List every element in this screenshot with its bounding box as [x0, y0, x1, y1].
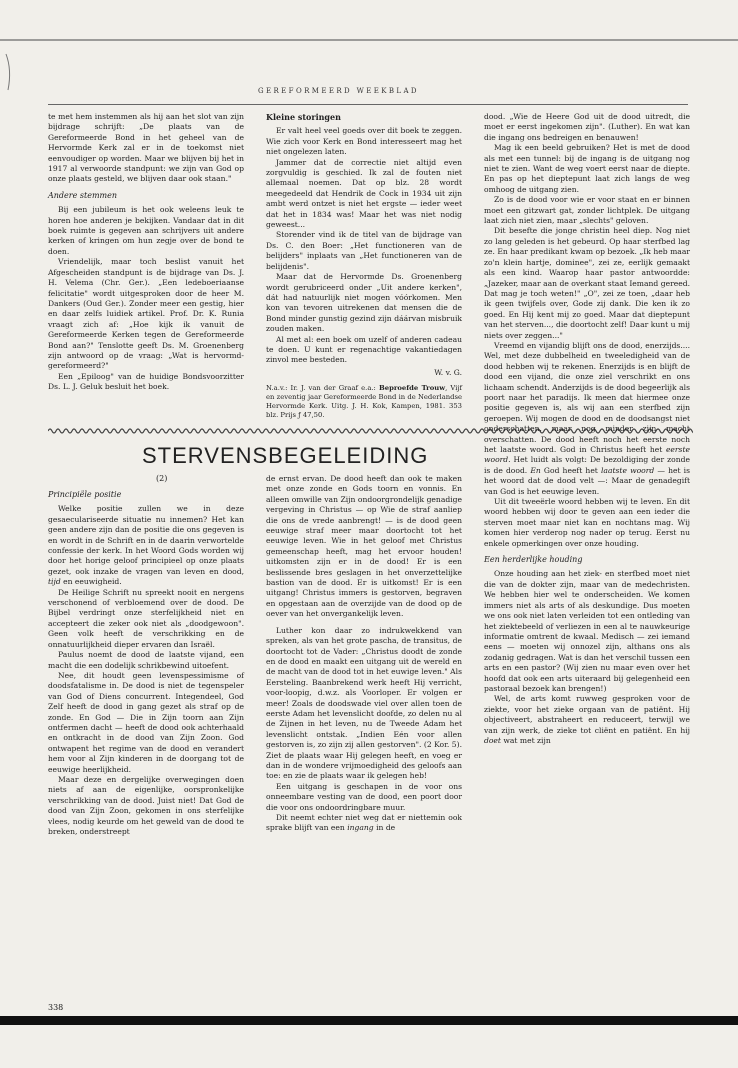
emphasis: tijd — [48, 577, 61, 587]
text: — het is het woord dat de dood velt —: Maar de genadegift van God is het eeuwige leven. — [484, 465, 690, 496]
emphasis: En — [530, 465, 541, 475]
paragraph: Paulus noemt de dood de laatste vijand, een macht die een dodelijk schrikbewind uitoefent. — [48, 650, 244, 670]
text: in de — [373, 823, 396, 833]
subheading-principiele-positie: Principiële positie — [48, 490, 122, 499]
paragraph: Storender vind ik de titel van de bijdrage van Ds. C. den Boer: „Het functioneren van de belijders" inplaats van „Het functioneren van de belijdenis". — [266, 230, 462, 271]
page-number: 338 — [48, 1003, 64, 1012]
column-3 — [484, 112, 690, 746]
emphasis: doet — [484, 735, 501, 745]
paragraph: Zo is de dood voor wie er voor staat en er binnen moet een gitzwart gat, zonder lichtplek. De uitgang laat zich niet zien, maar „slechts" geloven. — [484, 195, 690, 226]
paragraph: Onze houding aan het ziek- en sterfbed moet niet die van de dokter zijn, maar van de medechristen. We hebben hier wel te onderscheiden. We komen immers niet als arts of als deskundige. Dus moeten we ons ook niet laten verleiden tot een ontleding van het ziektebeeld of verliezen in een al te nauwkeurige informatie omtrent de kwaal. Medisch — zei iemand eens — moeten wij onnozel zijn, althans ons als zodanig gedragen. Wat is dan het verschil tussen een arts en een pastor? (Wij zien nu maar even over het hoofd dat ook een arts uiteraard bij gelegenheid een pastoraal bezoek kan brengen!) — [484, 569, 690, 693]
paragraph — [48, 504, 244, 587]
paragraph: De Heilige Schrift nu spreekt nooit en nergens verschonend of verbloemend over de dood. De Bijbel verdringt onze sterfelijkheid niet en accepteert die zeker ook niet als „doodgewoon". Geen volk heeft de verschrikking en de onnatuurlijkheid dieper ervaren dan Israël. — [48, 587, 244, 649]
text: Dit neemt echter niet weg dat er niettemin ook sprake blijft van een — [266, 813, 462, 833]
paragraph: Dit besefte die jonge christin heel diep. Nog niet zo lang geleden is het gebeurd. Op haar sterfbed lag ze. En haar predikant kwam op bezoek. „Ik heb maar zo'n klein hartje, dominee", zei ze, eerlijk gemaakt als een kind. Waarop haar pastor antwoordde: „Jazeker, maar aan de overkant staat Iemand gereed. Dat mag je toch weten!" „O", zei ze toen, „daar heb ik geen twijfels over, Gode zij dank. Die ken ik zo goed. En Hij kent mij zo goed. Maar dat dieptepunt van het sterven..., die doortocht zelf! Daar kunt u mij niets over zeggen..." — [484, 226, 690, 340]
paragraph: Nee, dit houdt geen levenspessimisme of doodsfatalisme in. De dood is niet de tegenspeler van God of Diens concurrent. Integendeel, God Zelf heeft de dood in gang gezet als straf op de zonde. En God — Die in Zijn toorn aan Zijn ontfermen dacht — heeft de dood ook achterhaald en ontkracht in de dood van Zijn Zoon. God ontwapent het regime van de dood en verandert hem voor al Zijn kinderen in de doorgang tot de eeuwige heerlijkheid. — [48, 670, 244, 774]
paragraph: Maar deze en dergelijke overwegingen doen niets af aan de eigenlijke, oorspronkelijke verschrikking van de dood. Juist niet! Dat God de dood van Zijn Zoon, gekomen in ons sterfelijke vlees, nodig keurde om het geweld van de dood te breken, onderstreept — [48, 774, 244, 836]
signature: W. v. G. — [434, 367, 462, 377]
emphasis: laatste woord — [601, 465, 655, 475]
emphasis: eerste woord — [484, 445, 690, 465]
note-text: N.a.v.: Ir. J. van der Graaf e.a.: — [266, 384, 379, 393]
article-column-2 — [266, 474, 462, 834]
text: en eeuwigheid. — [60, 577, 122, 587]
paragraph: Uit dit tweeërle woord hebben wij te leven. En dit woord hebben wij door te geven aan een ieder die sterven moet maar niet kan en nochtans mag. Wij komen hier verderop nog nader op terug. Eerst nu enkele opmerkingen over onze houding. — [484, 497, 690, 548]
paragraph: Bij een jubileum is het ook weleens leuk te horen hoe anderen je bekijken. Vandaar dat in dit boek ruimte is gegeven aan schrijvers uit andere kerken of kringen om hun zegje over de bond te doen. — [48, 205, 244, 256]
note-text: , Vijf en zeventig jaar Gereformeerde Bond in de Nederlandse Hervormde Kerk. Uitg. J. H. Kok, Kampen, 1981. 353 blz. Prijs ƒ 47,50. — [266, 384, 462, 419]
text: . Het luidt als volgt: De bezoldiging der zonde is de dood. — [484, 455, 690, 475]
column-2 — [266, 112, 462, 419]
scan-top-rule — [0, 39, 738, 41]
subheading-herderlijke-houding: Een herderlijke houding — [484, 555, 583, 565]
scan-mark — [4, 52, 16, 92]
book-note — [266, 384, 462, 419]
paragraph: dood. „Wie de Heere God uit de dood uitredt, die moet er eerst ingekomen zijn". (Luther). En wat kan die ingang ons bedreigen en benauwen! — [484, 112, 690, 142]
paragraph — [266, 813, 462, 834]
article-part: (2) — [156, 474, 168, 483]
text: Vreemd en vijandig blijft ons de dood, enerzijds.... Wel, met deze dubbelheid en tweeledigheid van de dood hebben wij te rekenen. Enerzijds is en blijft de dood een vijand, die onze ziel verschrikt en ons lichaam schendt. Anderzijds is de dood begeerlijk als poort naar het paradijs. Ik meen dat hiermee onze positie gegeven is, als wij aan een sterfbed zijn geroepen. Wij mogen de dood en de doodsangst niet onderschatten, maar nog minder zijn macht overschatten. De dood heeft noch het eerste noch het laatste woord. God in Christus heeft het — [484, 340, 690, 454]
paragraph: te met hem instemmen als hij aan het slot van zijn bijdrage schrijft: „De plaats van de Gereformeerde Bond in het geheel van de Hervormde Kerk zal er in de toekomst niet eenvoudiger op worden. Maar we blijven bij het in 1917 al verwoorde standpunt: we zijn van God op onze plaats gesteld, we blijven daar ook staan." — [48, 112, 244, 184]
paragraph — [484, 341, 690, 497]
paragraph: Luther kon daar zo indrukwekkend van spreken, als van het grote pascha, de transitus, de doortocht tot de Vader: „Christus doodt de zonde en de dood en maakt een uitgang uit de wereld en de macht van de dood tot in het euwige leven." Als Eersteling. Baanbrekend werk heeft Hij verricht, voor-loopig, d.w.z. als Voorloper. Er volgen er meer! Zoals de doodswade viel over allen toen de eerste Adam het levenslicht doofde, zo delen nu al de Zijnen in het leven, nu de Tweede Adam het levenslicht ontstak. „Indien Eén voor allen gestorven is, zo zijn zij allen gestorven". (2 Kor. 5). Ziet de plaats waar Hij gelegen heeft, en voeg er dan in de wondere vrijmoedigheid des geloofs aan toe: en zie de plaats waar ik gelegen heb! — [266, 625, 462, 781]
running-header: GEREFORMEERD WEEKBLAD — [258, 87, 419, 95]
paragraph: Jammer dat de correctie niet altijd even zorgvuldig is geschied. Ik zal de fouten niet allemaal noemen. Dat op blz. 28 wordt meegedeeld dat Hendrik de Cock in 1934 uit zijn ambt werd ontzet is niet het ergste — ieder weet dat het in 1834 was! Maar het was niet nodig geweest... — [266, 157, 462, 230]
emphasis: ingang — [347, 823, 374, 833]
text: God heeft het — [540, 465, 601, 475]
subheading-kleine-storingen: Kleine storingen — [266, 112, 341, 122]
text: wat met zijn — [500, 735, 551, 745]
paragraph: Maar dat de Hervormde Ds. Groenenberg wordt gerubriceerd onder „Uit andere kerken", dát had natuurlijk niet mogen vóórkomen. Men kon van tevoren uitrekenen dat mensen die de Bond minder gunstig gezind zijn dáárvan misbruik zouden maken. — [266, 272, 462, 334]
paragraph: Er valt heel veel goeds over dit boek te zeggen. Wie zich voor Kerk en Bond interesseert mag het niet ongelezen laten. — [266, 126, 462, 157]
paragraph: de ernst ervan. De dood heeft dan ook te maken met onze zonde en Gods toorn en vonnis. En alleen omwille van Zijn ondoorgrondelijk genadige vergeving in Christus — op Wie de straf aanliep die ons de vrede aanbrengt! — is de dood geen eeuwige straf meer maar doortocht tot het eeuwige leven. Wie in het geloof met Christus gemeenschap heeft, mag het ervoor houden! uitkomsten zijn er in de dood! Er is een beslissende bres geslagen in het onverzettelijke bastion van de dood. Er is uitkomst! Er is een uitgang! Christus immers is gestorven, begraven en opgestaan aan de overzijde van de dood op de oever van het onvergankelijk leven. — [266, 474, 462, 619]
paragraph: Vriendelijk, maar toch beslist vanuit het Afgescheiden standpunt is de bijdrage van Ds. J. H. Velema (Chr. Ger.). „Een ledeboeriaanse felicitatie" wordt uitgesproken door de heer M. Dankers (Oud Ger.). Zonder meer een gestig, hier en daar zelfs luidiek artikel. Prof. Dr. K. Runia vraagt zich af: „Hoe kijk ik vanuit de Gereformeerde Kerken tegen de Gereformeerde Bond aan?" Tenslotte geeft Ds. M. Groenenberg zijn antwoord op de vraag: „Wat is hervormd-gereformeerd?" — [48, 257, 244, 371]
paragraph: Een uitgang is geschapen in de voor ons onneembare vesting van de dood, een poort door die voor ons ondoordringbare muur. — [266, 781, 462, 812]
header-rule — [48, 104, 688, 105]
scan-bottom-bar — [0, 1016, 738, 1025]
paragraph: Al met al: een boek om uzelf of anderen cadeau te doen. U kunt er regenachtige vakantiedagen zinvol mee besteden. — [266, 334, 462, 365]
paragraph: Een „Epiloog" van de huidige Bondsvoorzitter Ds. L. J. Geluk besluit het boek. — [48, 371, 244, 392]
article-title: STERVENSBEGELEIDING — [142, 443, 429, 468]
column-1 — [48, 112, 244, 393]
paragraph — [484, 694, 690, 746]
paragraph: Mag ik een beeld gebruiken? Het is met de dood als met een tunnel: bij de ingang is de uitgang nog niet te zien. Want de weg voert eerst naar de diepte. En pas op het dieptepunt laat zich langs de weg omhoog de uitgang zien. — [484, 143, 690, 194]
article-column-1 — [48, 488, 244, 837]
text: Wel, de arts komt ruwweg gesproken voor de ziekte, voor het zieke orgaan van de patiënt. Hij objectiveert, abstraheert en reduceert, terwijl we van zijn werk, de zieke tot cliënt en patiënt. En hij — [484, 694, 690, 735]
text: Welke positie zullen we in deze gesaeculariseerde situatie nu innemen? Het kan geen andere zijn dan de positie die ons gegeven is en wordt in de Schrift en in de daarin verwortelde confessie der kerk. In het Woord Gods worden wij door het horige geloof principieel op onze plaats gezet, ook inzake de vragen van leven en dood, — [48, 504, 244, 576]
subheading-andere-stemmen: Andere stemmen — [48, 190, 117, 200]
book-title: Beproefde Trouw — [379, 384, 446, 393]
